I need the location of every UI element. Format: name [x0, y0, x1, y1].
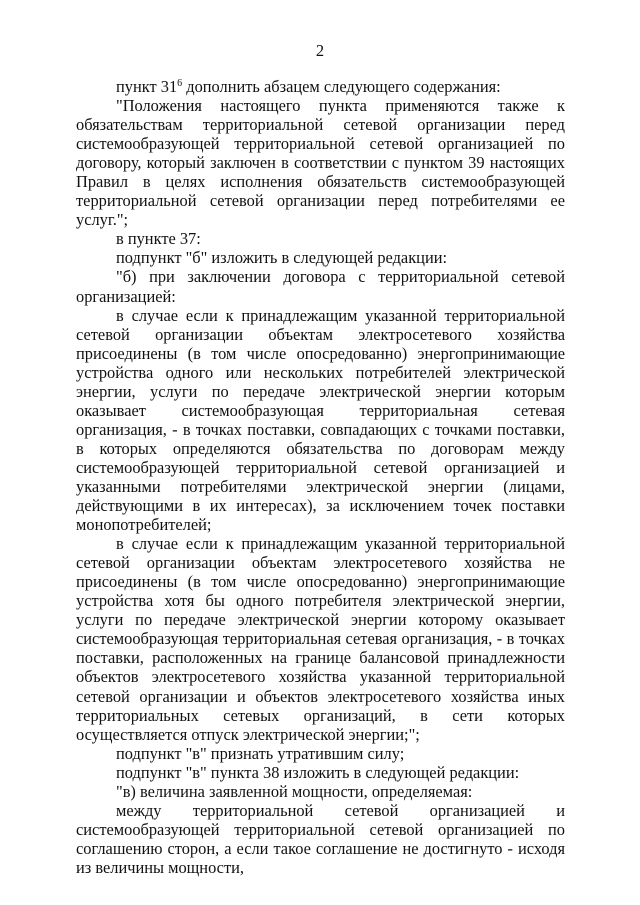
- paragraph-subpoint-b-heading: подпункт "б" изложить в следующей редакции:: [116, 248, 448, 268]
- paragraph-text: пункт 31: [116, 77, 178, 96]
- paragraph-point-38-heading: подпункт "в" пункта 38 изложить в следующей редакции:: [116, 762, 520, 782]
- paragraph-quoted-provision: "Положения настоящего пункта применяются также к обязательствам территориальной сетевой организации перед системообразующей территориальной сетевой организацией по договору, который заключен в соответствии с пунктом 39 настоящих Правил в целях исполнения обязательств системообразующей территориальной сетевой организации перед потребителями ее услуг.";: [76, 96, 565, 230]
- paragraph-text-continued: дополнить абзацем следующего содержания:: [182, 77, 501, 96]
- paragraph-subpoint-v-void: подпункт "в" признать утратившим силу;: [116, 743, 405, 763]
- paragraph-between-organizations: между территориальной сетевой организацией и системообразующей территориальной сетевой организацией по соглашению сторон, а если такое соглашение не достигнуто - исходя из величины мощности,: [76, 800, 565, 877]
- paragraph-case-not-connected: в случае если к принадлежащим указанной территориальной сетевой организации объектам электросетевого хозяйства не присоединены (в том числе опосредованно) энергопринимающие устройства хотя бы одного потребителя электрической энергии, услуги по передаче электрической энергии которому оказывает системообразующая территориальная сетевая организация, - в точках поставки, расположенных на границе балансовой принадлежности объектов электросетевого хозяйства указанной территориальной сетевой организации и объектов электросетевого хозяйства иных территориальных сетевых организаций, в сети которых осуществляется отпуск электрической энергии;";: [76, 534, 565, 744]
- document-body: [76, 77, 565, 877]
- paragraph-amend-point-31-6: [76, 77, 565, 96]
- superscript-index: 6: [177, 78, 183, 89]
- paragraph-declared-capacity: "в) величина заявленной мощности, определяемая:: [116, 781, 473, 801]
- paragraph-subpoint-b-text: "б) при заключении договора с территориальной сетевой организацией:: [76, 267, 565, 306]
- paragraph-case-connected: в случае если к принадлежащим указанной территориальной сетевой организации объектам электросетевого хозяйства присоединены (в том числе опосредованно) энергопринимающие устройства одного или нескольких потребителей электрической энергии, услуги по передаче электрической энергии которым оказывает системообразующая территориальная сетевая организация, - в точках поставки, совпадающих с точками поставки, в которых определяются обязательства по договорам между системообразующей территориальной сетевой организацией и указанными потребителями электрической энергии (лицами, действующими в их интересах), за исключением точек поставки монопотребителей;: [76, 305, 565, 535]
- paragraph-point-37: в пункте 37:: [116, 229, 201, 249]
- page-number: 2: [315, 41, 325, 60]
